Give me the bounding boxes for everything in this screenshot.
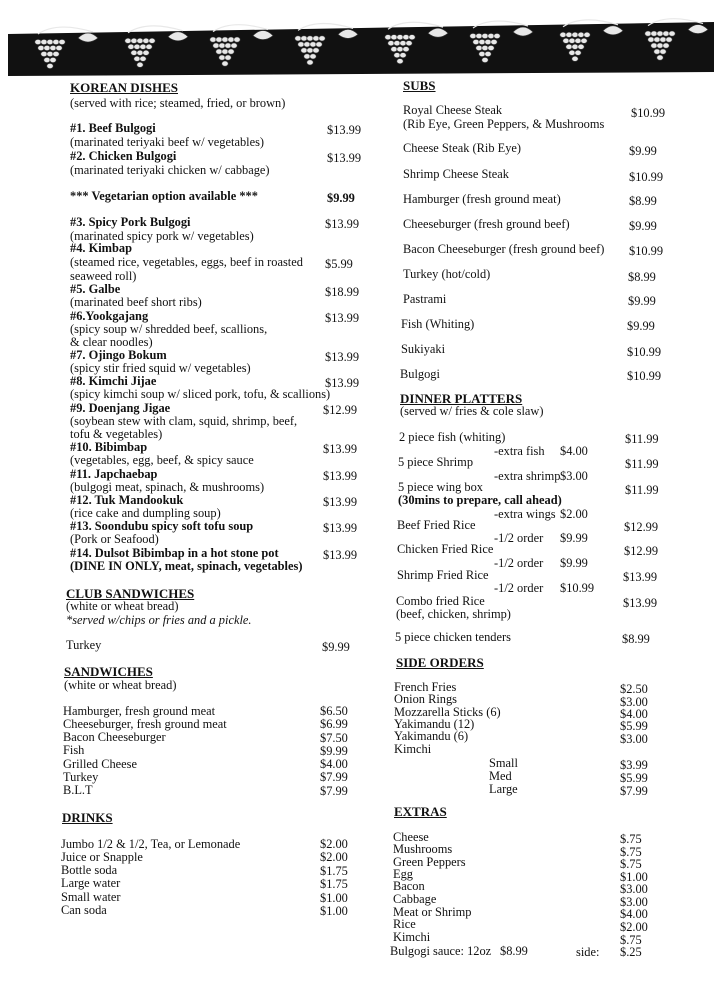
menu-item-desc: (soybean stew with clam, squid, shrimp, beef, [70,414,298,428]
kimchi-size: Small [489,756,518,770]
menu-item-price: $3.00 [620,695,648,709]
dinner-platters-heading: DINNER PLATTERS [400,391,523,406]
menu-item-name: #10. Bibimbap [70,440,148,454]
menu-item-name: Kimchi [394,742,432,756]
menu-item-price: $4.00 [620,907,648,921]
side-orders-heading: SIDE ORDERS [396,655,484,670]
menu-item-price: $9.99 [629,219,657,233]
extra-price: $9.99 [560,556,588,570]
menu-item-desc: (spicy soup w/ shredded beef, scallions, [70,322,268,336]
bulgogi-sauce-side-price: $.25 [620,945,642,959]
menu-item-price: $12.99 [624,544,659,558]
menu-item-price: $4.00 [620,707,648,721]
menu-item-desc: (Rib Eye, Green Peppers, & Mushrooms [403,117,605,131]
menu-item-price: $6.50 [320,704,348,718]
menu-item-name: Hamburger (fresh ground meat) [403,192,561,206]
menu-item-name: Fish (Whiting) [401,317,475,331]
bulgogi-sauce-price: $8.99 [500,944,528,958]
menu-item-price: $3.99 [620,758,648,772]
menu-item-price: $9.99 [320,744,348,758]
extra-option: -1/2 order [494,581,544,595]
menu-item-name: Bulgogi [400,367,440,381]
menu-item-price: $7.99 [620,784,648,798]
menu-item-desc: (bulgogi meat, spinach, & mushrooms) [70,480,265,494]
kimchi-size: Large [489,782,518,796]
extras-heading: EXTRAS [394,804,447,819]
menu-item-name: #1. Beef Bulgogi [70,121,156,135]
menu-item-name: Shrimp Cheese Steak [403,167,509,181]
menu-item-name: Bacon Cheeseburger (fresh ground beef) [403,242,605,256]
menu-item-price: $10.99 [627,345,662,359]
menu-item-price: $12.99 [624,520,659,534]
grape-vine-banner [8,14,714,82]
menu-item-name: 5 piece chicken tenders [395,630,511,644]
menu-item-price: $18.99 [325,285,360,299]
menu-item-price: $.75 [620,832,642,846]
vegetarian-note: *** Vegetarian option available *** [70,189,258,203]
menu-item-name: Grilled Cheese [63,757,137,771]
menu-item-name: Kimchi [393,930,431,944]
menu-item-price: $13.99 [623,570,658,584]
drinks-heading: DRINKS [62,810,113,825]
menu-item-desc: (spicy kimchi soup w/ sliced pork, tofu, & scallions) [70,387,331,401]
bulgogi-sauce-side-label: side: [576,945,600,959]
menu-item-name: #9. Doenjang Jigae [70,401,171,415]
menu-item-price: $13.99 [623,596,658,610]
menu-item-price: $2.00 [620,920,648,934]
menu-item-desc: (rice cake and dumpling soup) [70,506,221,520]
menu-item-name: Turkey [66,638,102,652]
menu-item-name: Cabbage [393,892,437,906]
menu-item-price: $11.99 [625,432,659,446]
menu-item-price: $5.99 [325,257,353,271]
grape-vine-icon [8,14,714,82]
menu-item-price: $7.99 [320,770,348,784]
menu-item-desc: (marinated spicy pork w/ vegetables) [70,229,254,243]
menu-item-price: $4.00 [320,757,348,771]
menu-item-desc: (Pork or Seafood) [70,532,159,546]
menu-item-name: Small water [61,890,121,904]
menu-item-desc: (DINE IN ONLY, meat, spinach, vegetables) [70,559,303,573]
menu-item-price: $.75 [620,933,642,947]
menu-item-price: $3.00 [620,732,648,746]
menu-item-price: $11.99 [625,483,659,497]
menu-item-price: $13.99 [325,350,360,364]
menu-item-name: Royal Cheese Steak [403,103,503,117]
menu-item-price: $13.99 [323,495,358,509]
menu-item-price: $9.99 [629,144,657,158]
menu-item-name: French Fries [394,680,457,694]
menu-item-price: $8.99 [622,632,650,646]
menu-item-name: Can soda [61,903,107,917]
wing-box-note: (30mins to prepare, call ahead) [398,493,562,507]
menu-item-name: Sukiyaki [401,342,446,356]
club-sandwiches-note: *served w/chips or fries and a pickle. [66,613,252,627]
extra-price: $9.99 [560,531,588,545]
menu-item-name: Combo fried Rice [396,594,485,608]
menu-item-name: Turkey (hot/cold) [403,267,491,281]
extra-price: $10.99 [560,581,595,595]
menu-item-price: $2.50 [620,682,648,696]
menu-item-price: $5.99 [620,719,648,733]
menu-item-desc: (steamed rice, vegetables, eggs, beef in roasted [70,255,303,269]
menu-item-name: #6.Yookgajang [70,309,149,323]
menu-item-name: #3. Spicy Pork Bulgogi [70,215,191,229]
menu-item-price: $13.99 [325,311,360,325]
menu-item-name: #12. Tuk Mandookuk [70,493,184,507]
menu-item-name: B.L.T [63,783,93,797]
menu-item-name: Green Peppers [393,855,466,869]
menu-item-price: $.75 [620,845,642,859]
menu-item-price: $1.00 [320,891,348,905]
menu-item-name: Cheese [393,830,429,844]
menu-item-name: #4. Kimbap [70,241,132,255]
menu-item-price: $6.99 [320,717,348,731]
sandwiches-subheading: (white or wheat bread) [64,678,177,692]
menu-item-name: Jumbo 1/2 & 1/2, Tea, or Lemonade [61,837,241,851]
menu-item-price: $13.99 [327,123,362,137]
menu-item-desc: (marinated teriyaki chicken w/ cabbage) [70,163,270,177]
sandwiches-heading: SANDWICHES [64,664,153,679]
club-sandwiches-subheading: (white or wheat bread) [66,599,179,613]
menu-item-price: $10.99 [629,244,664,258]
menu-item-name: Juice or Snapple [61,850,143,864]
menu-item-price: $10.99 [631,106,666,120]
menu-item-name: Large water [61,876,121,890]
menu-item-name: Meat or Shrimp [393,905,472,919]
menu-item-desc: (spicy stir fried squid w/ vegetables) [70,361,251,375]
menu-item-name: Cheeseburger, fresh ground meat [63,717,227,731]
menu-item-name: Pastrami [403,292,447,306]
menu-item-price: $13.99 [323,469,358,483]
menu-item-name: #5. Galbe [70,282,121,296]
menu-item-name: Bottle soda [61,863,118,877]
menu-item-price: $7.50 [320,731,348,745]
menu-item-desc: (vegetables, egg, beef, & spicy sauce [70,453,254,467]
menu-item-name: Rice [393,917,416,931]
menu-item-name: Mozzarella Sticks (6) [394,705,501,719]
club-sandwiches-heading: CLUB SANDWICHES [66,586,195,601]
menu-item-name: Cheese Steak (Rib Eye) [403,141,522,155]
korean-dishes-heading: KOREAN DISHES [70,80,178,95]
menu-item-price: $10.99 [627,369,662,383]
menu-item-name: Fish [63,743,85,757]
menu-item-name: Hamburger, fresh ground meat [63,704,216,718]
menu-item-name: 5 piece Shrimp [398,455,474,469]
menu-item-name: #7. Ojingo Bokum [70,348,167,362]
menu-item-desc: seaweed roll) [70,269,137,283]
extra-price: $3.00 [560,469,588,483]
menu-item-price: $8.99 [628,270,656,284]
menu-item-name: Chicken Fried Rice [397,542,494,556]
menu-item-name: Yakimandu (12) [394,717,475,731]
subs-heading: SUBS [403,78,436,93]
menu-item-name: Beef Fried Rice [397,518,476,532]
menu-item-name: Cheeseburger (fresh ground beef) [403,217,570,231]
extra-option: -extra wings [494,507,556,521]
extra-price: $4.00 [560,444,588,458]
menu-item-name: #14. Dulsot Bibimbap in a hot stone pot [70,546,279,560]
menu-item-price: $9.99 [322,640,350,654]
extra-option: -extra shrimp [494,469,561,483]
menu-item-name: #8. Kimchi Jijae [70,374,157,388]
menu-item-price: $13.99 [323,521,358,535]
bulgogi-sauce-label: Bulgogi sauce: 12oz [390,944,492,958]
menu-item-price: $12.99 [323,403,358,417]
menu-item-price: $13.99 [327,151,362,165]
menu-item-name: Onion Rings [394,692,457,706]
menu-item-price: $13.99 [325,376,360,390]
menu-item-desc: (marinated teriyaki beef w/ vegetables) [70,135,265,149]
menu-item-price: $2.00 [320,837,348,851]
menu-item-name: Mushrooms [393,842,453,856]
menu-item-price: $.75 [620,857,642,871]
menu-item-name: 2 piece fish (whiting) [399,430,506,444]
extra-option: -extra fish [494,444,545,458]
kimchi-size: Med [489,769,512,783]
menu-item-name: #13. Soondubu spicy soft tofu soup [70,519,254,533]
menu-item-price: $5.99 [620,771,648,785]
menu-item-price: $1.00 [320,904,348,918]
dinner-platters-subheading: (served w/ fries & cole slaw) [400,404,544,418]
menu-item-name: Yakimandu (6) [394,729,469,743]
menu-item-price: $10.99 [629,170,664,184]
menu-item-desc: (beef, chicken, shrimp) [396,607,511,621]
korean-dishes-subheading: (served with rice; steamed, fried, or brown) [70,96,286,110]
menu-item-name: Bacon [393,879,425,893]
menu-item-price: $2.00 [320,850,348,864]
extra-price: $2.00 [560,507,588,521]
menu-item-desc: tofu & vegetables) [70,427,163,441]
menu-item-price: $13.99 [325,217,360,231]
menu-item-price: $3.00 [620,895,648,909]
menu-item-price: $9.99 [327,191,355,205]
menu-item-price: $1.75 [320,864,348,878]
menu-item-price: $13.99 [323,548,358,562]
menu-item-price: $7.99 [320,784,348,798]
menu-item-price: $9.99 [628,294,656,308]
menu-item-desc: & clear noodles) [70,335,153,349]
menu-item-price: $9.99 [627,319,655,333]
menu-item-price: $8.99 [629,194,657,208]
extra-option: -1/2 order [494,531,544,545]
menu-item-name: 5 piece wing box [398,480,483,494]
menu-item-desc: (marinated beef short ribs) [70,295,202,309]
menu-item-name: #11. Japchaebap [70,467,158,481]
menu-item-name: Egg [393,867,413,881]
extra-option: -1/2 order [494,556,544,570]
menu-item-price: $11.99 [625,457,659,471]
menu-item-price: $3.00 [620,882,648,896]
menu-item-name: Turkey [63,770,99,784]
menu-item-price: $1.00 [620,870,648,884]
menu-item-price: $1.75 [320,877,348,891]
menu-item-name: Shrimp Fried Rice [397,568,489,582]
menu-item-name: #2. Chicken Bulgogi [70,149,177,163]
menu-item-name: Bacon Cheeseburger [63,730,166,744]
menu-item-price: $13.99 [323,442,358,456]
